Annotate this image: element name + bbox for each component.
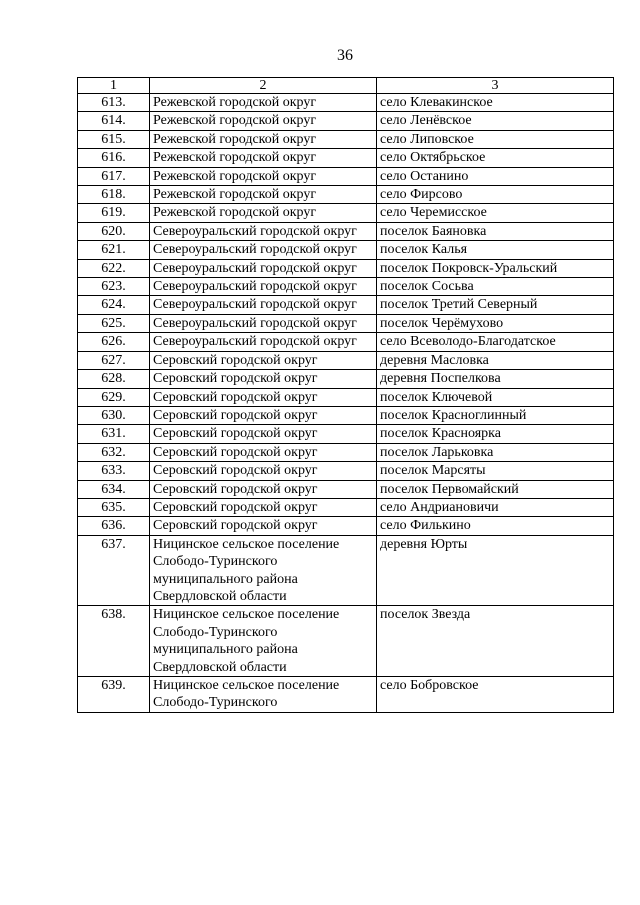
table-row [78, 149, 614, 167]
municipality-name: Североуральский городской округ [150, 259, 377, 277]
row-number: 627. [78, 351, 150, 369]
settlement-name: село Клевакинское [377, 94, 614, 112]
table-row [78, 517, 614, 535]
municipality-name: Серовский городской округ [150, 406, 377, 424]
settlements-table [77, 77, 614, 713]
settlement-name: село Останино [377, 167, 614, 185]
row-number: 631. [78, 425, 150, 443]
settlement-name: деревня Масловка [377, 351, 614, 369]
municipality-name: Режевской городской округ [150, 149, 377, 167]
municipality-name: Серовский городской округ [150, 443, 377, 461]
municipality-name: Североуральский городской округ [150, 333, 377, 351]
settlement-name: поселок Красноярка [377, 425, 614, 443]
settlement-name: поселок Ларьковка [377, 443, 614, 461]
column-header-1: 1 [78, 78, 150, 94]
header-row [78, 78, 614, 94]
table-row [78, 241, 614, 259]
row-number: 638. [78, 606, 150, 677]
table-row [78, 388, 614, 406]
municipality-name: Серовский городской округ [150, 498, 377, 516]
settlement-name: поселок Покровск-Уральский [377, 259, 614, 277]
settlement-name: село Октябрьское [377, 149, 614, 167]
municipality-name: Серовский городской округ [150, 351, 377, 369]
row-number: 618. [78, 186, 150, 204]
table-row [78, 462, 614, 480]
row-number: 629. [78, 388, 150, 406]
settlement-name: поселок Калья [377, 241, 614, 259]
table-body [78, 94, 614, 713]
row-number: 615. [78, 130, 150, 148]
row-number: 613. [78, 94, 150, 112]
row-number: 628. [78, 370, 150, 388]
table-row [78, 186, 614, 204]
municipality-name: Серовский городской округ [150, 388, 377, 406]
row-number: 633. [78, 462, 150, 480]
table-row [78, 370, 614, 388]
settlement-name: село Липовское [377, 130, 614, 148]
municipality-name: Североуральский городской округ [150, 241, 377, 259]
settlement-name: поселок Черёмухово [377, 314, 614, 332]
row-number: 630. [78, 406, 150, 424]
table-row [78, 443, 614, 461]
municipality-name: Североуральский городской округ [150, 222, 377, 240]
table-row [78, 677, 614, 713]
municipality-name: Серовский городской округ [150, 425, 377, 443]
municipality-name: Ницинское сельское поселение Слободо-Туринского муниципального района Свердловской области [150, 606, 377, 677]
settlement-name: село Ленёвское [377, 112, 614, 130]
municipality-name: Режевской городской округ [150, 167, 377, 185]
row-number: 616. [78, 149, 150, 167]
settlement-name: поселок Третий Северный [377, 296, 614, 314]
table-row [78, 130, 614, 148]
column-header-3: 3 [377, 78, 614, 94]
settlement-name: село Фирсово [377, 186, 614, 204]
settlement-name: поселок Красноглинный [377, 406, 614, 424]
municipality-name: Режевской городской округ [150, 186, 377, 204]
settlement-name: поселок Баяновка [377, 222, 614, 240]
municipality-name: Североуральский городской округ [150, 314, 377, 332]
table-row [78, 94, 614, 112]
settlement-name: деревня Юрты [377, 535, 614, 606]
settlement-name: поселок Сосьва [377, 278, 614, 296]
municipality-name: Режевской городской округ [150, 204, 377, 222]
municipality-name: Североуральский городской округ [150, 278, 377, 296]
settlement-name: поселок Марсяты [377, 462, 614, 480]
row-number: 617. [78, 167, 150, 185]
table-row [78, 296, 614, 314]
settlement-name: поселок Ключевой [377, 388, 614, 406]
table-row [78, 314, 614, 332]
row-number: 635. [78, 498, 150, 516]
column-header-2: 2 [150, 78, 377, 94]
table-row [78, 425, 614, 443]
municipality-name: Серовский городской округ [150, 517, 377, 535]
row-number: 634. [78, 480, 150, 498]
row-number: 636. [78, 517, 150, 535]
table-row [78, 222, 614, 240]
municipality-name: Серовский городской округ [150, 480, 377, 498]
municipality-name: Режевской городской округ [150, 130, 377, 148]
settlement-name: село Андриановичи [377, 498, 614, 516]
row-number: 632. [78, 443, 150, 461]
row-number: 624. [78, 296, 150, 314]
row-number: 639. [78, 677, 150, 713]
table-row [78, 498, 614, 516]
row-number: 637. [78, 535, 150, 606]
municipality-name: Серовский городской округ [150, 370, 377, 388]
table-row [78, 167, 614, 185]
row-number: 623. [78, 278, 150, 296]
municipality-name: Режевской городской округ [150, 112, 377, 130]
settlement-name: деревня Поспелкова [377, 370, 614, 388]
table-row [78, 406, 614, 424]
table-row [78, 112, 614, 130]
table-row [78, 204, 614, 222]
row-number: 621. [78, 241, 150, 259]
row-number: 614. [78, 112, 150, 130]
settlement-name: село Бобровское [377, 677, 614, 713]
settlement-name: село Черемисское [377, 204, 614, 222]
settlement-name: село Филькино [377, 517, 614, 535]
table-row [78, 535, 614, 606]
settlement-name: поселок Первомайский [377, 480, 614, 498]
municipality-name: Североуральский городской округ [150, 296, 377, 314]
table-header [78, 78, 614, 94]
row-number: 625. [78, 314, 150, 332]
table-row [78, 480, 614, 498]
table-row [78, 259, 614, 277]
table-row [78, 351, 614, 369]
table-row [78, 606, 614, 677]
table-row [78, 278, 614, 296]
table-row [78, 333, 614, 351]
municipality-name: Ницинское сельское поселение Слободо-Туринского [150, 677, 377, 713]
settlement-name: поселок Звезда [377, 606, 614, 677]
municipality-name: Режевской городской округ [150, 94, 377, 112]
row-number: 619. [78, 204, 150, 222]
municipality-name: Серовский городской округ [150, 462, 377, 480]
row-number: 620. [78, 222, 150, 240]
row-number: 622. [78, 259, 150, 277]
municipality-name: Ницинское сельское поселение Слободо-Туринского муниципального района Свердловской области [150, 535, 377, 606]
row-number: 626. [78, 333, 150, 351]
page-number: 36 [337, 47, 353, 64]
settlement-name: село Всеволодо-Благодатское [377, 333, 614, 351]
